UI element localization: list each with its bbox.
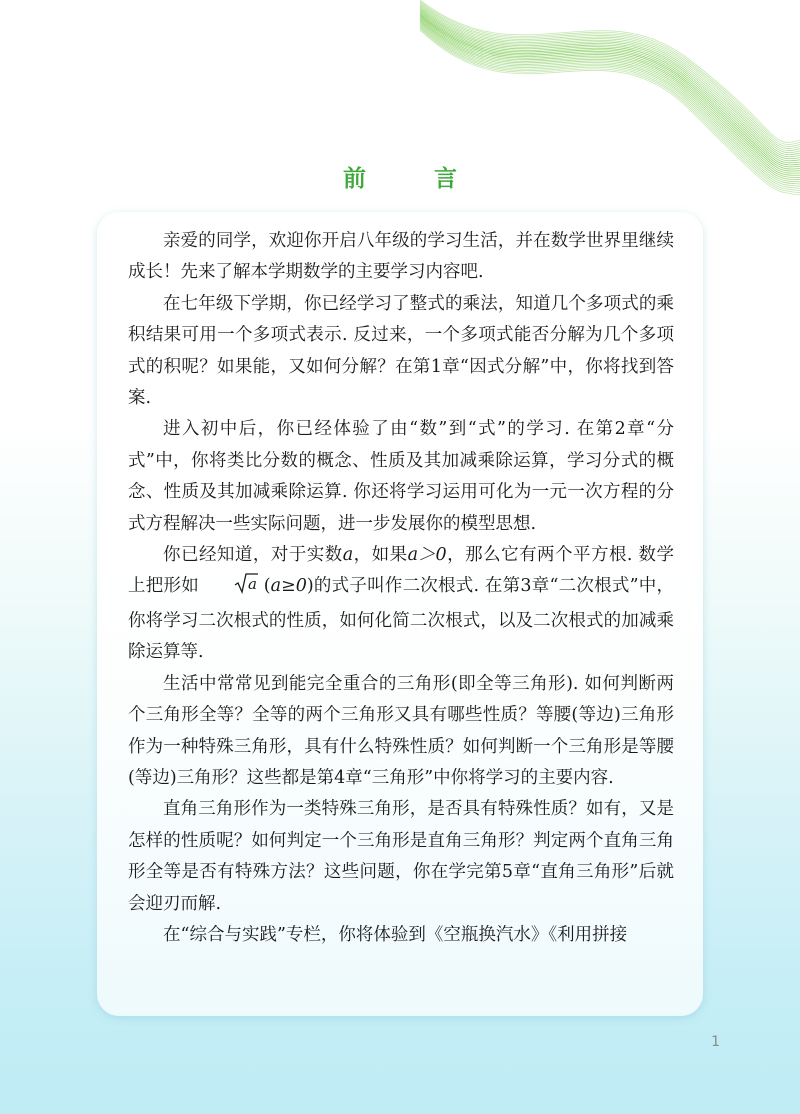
preface-body (128, 226, 674, 951)
sqrt-sign-icon (234, 572, 258, 594)
ribbon-decoration (0, 0, 800, 240)
p4-text-4: ( (257, 576, 271, 597)
paragraph-6: 直角三角形作为一类特殊三角形，是否具有特殊性质？如有，又是怎样的性质呢？如何判定一个三角形是直角三角形？判定两个直角三角形全等是否有特殊方法？这些问题，你在学完第5章“直角三角形”后就会迎刃而解. (128, 799, 674, 914)
p4-text-2: ，如果 (353, 545, 408, 566)
paragraph-1: 亲爱的同学，欢迎你开启八年级的学习生活，并在数学世界里继续成长！先来了解本学期数学的主要学习内容吧. (128, 231, 674, 283)
paragraph-5: 生活中常常见到能完全重合的三角形(即全等三角形). 如何判断两个三角形全等？全等的两个三角形又具有哪些性质？等腰(等边)三角形作为一种特殊三角形，具有什么特殊性质？如何判断一个三角形是等腰(等边)三角形？这些都是第4章“三角形”中你将学习的主要内容. (128, 673, 674, 788)
sqrt-expression (199, 572, 258, 605)
ribbon-strand (420, 1, 800, 144)
page-title: 前 言 (342, 166, 487, 192)
p4-text-3: ，那么它有两个平方根. 数学上把形如 (128, 545, 675, 597)
paragraph-4 (128, 540, 674, 669)
p4-text-5: )的式子叫作二次根式. 在第3章“二次根式”中，你将学习二次根式的性质，如何化简二次根式，以及二次根式的加减乘除运算等. (128, 576, 675, 663)
paragraph-2: 在七年级下学期，你已经学习了整式的乘法，知道几个多项式的乘积结果可用一个多项式表示. 反过来，一个多项式能否分解为几个多项式的积呢？如果能，又如何分解？在第1章“因式分解”中，你将找到答案. (128, 293, 674, 409)
ribbon-strand (420, 4, 800, 149)
paragraph-7: 在“综合与实践”专栏，你将体验到《空瓶换汽水》《利用拼接 (163, 924, 628, 945)
p4-condition-2: a≥0 (270, 576, 307, 597)
ribbon-strand (420, 2, 800, 146)
p4-var-a: a (342, 545, 354, 566)
p4-text-1: 你已经知道，对于实数 (163, 545, 343, 566)
sqrt-argument: a (247, 575, 257, 594)
p4-condition: a＞0 (407, 545, 447, 566)
paragraph-3: 进入初中后，你已经体验了由“数”到“式”的学习. 在第2章“分式”中，你将类比分数的概念、性质及其加减乘除运算，学习分式的概念、性质及其加减乘除运算. 你还将学习运用可化为一元一次方程的分式方程解决一些实际问题，进一步发展你的模型思想. (128, 419, 674, 534)
page-number: 1 (711, 1034, 720, 1050)
